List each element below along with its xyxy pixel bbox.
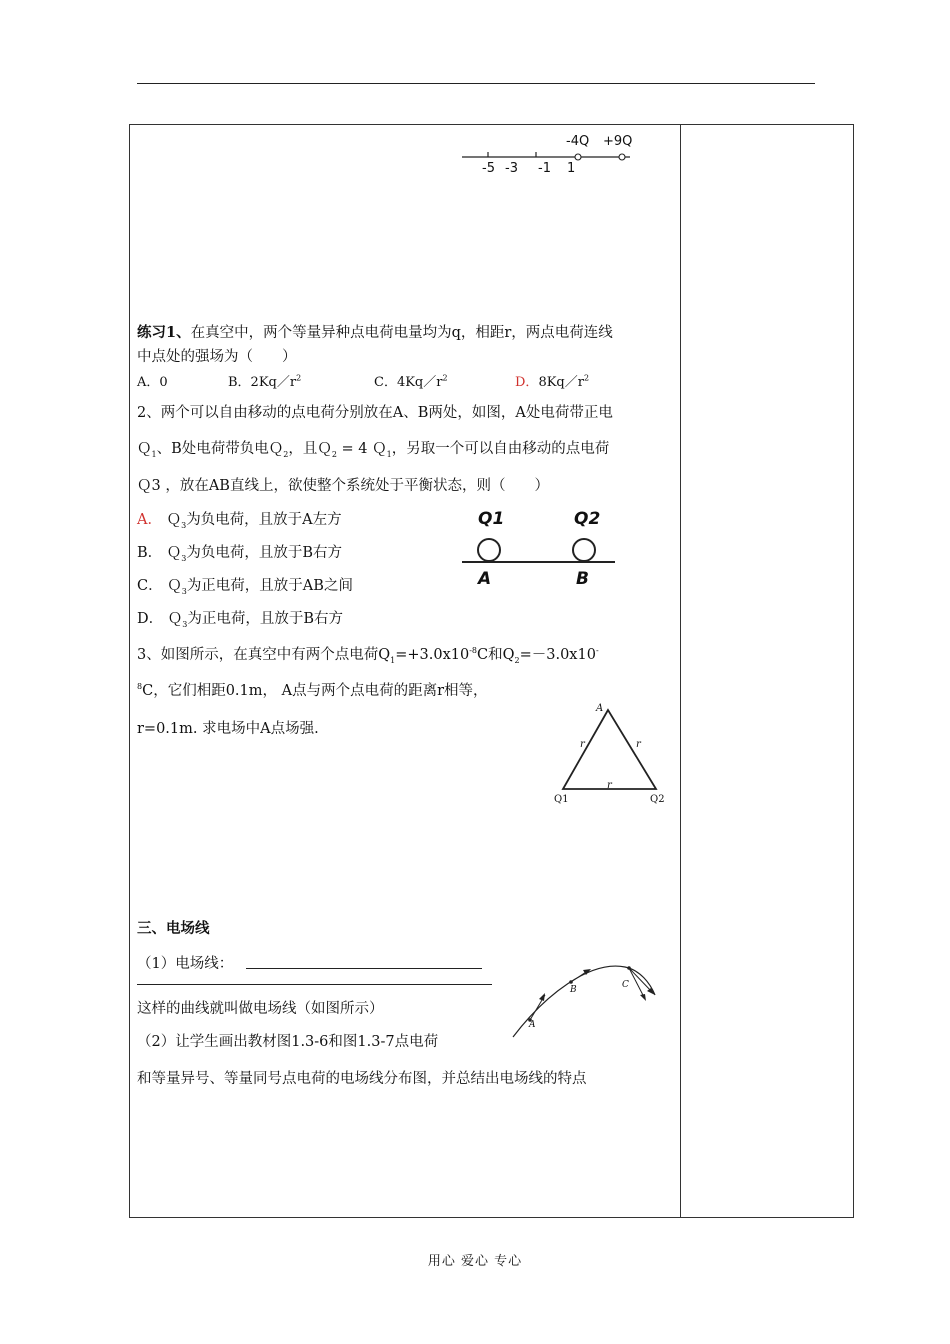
exercise-1-option-d: D．$8Kq/r^2$ xyxy=(515,373,590,390)
exercise-3-line-3: r=0.1m. 求电场中A点场强. xyxy=(137,721,319,737)
tick-label: 1 xyxy=(567,161,576,176)
exercise-2-line-1: 2、两个可以自由移动的点电荷分别放在A、B两处，如图，A处电荷带正电 xyxy=(137,405,613,421)
exercise-1-option-b: B．$2Kq/r^2$ xyxy=(228,373,302,390)
exercise-2-option-c: C． Ｑ$_3$为正电荷，且放于AB之间 xyxy=(137,578,353,596)
field-point-c: C xyxy=(622,980,629,990)
tick-label: -5 xyxy=(482,161,495,176)
fill-in-blank-line xyxy=(137,984,492,985)
lesson-table xyxy=(129,124,854,1218)
exercise-1-line-1: 练习1、在真空中，两个等量异种点电荷电量均为q，相距r，两点电荷连线 xyxy=(137,324,613,341)
section-3-item-1-tail: 这样的曲线就叫做电场线（如图所示） xyxy=(137,1001,384,1017)
exercise-1-option-c: C．$4Kq/r^2$ xyxy=(374,373,448,390)
exercise-3-line-1: 3、如图所示，在真空中有两个点电荷$Q_1=+3.0x10^{-8}C$和$Q_2=-3.0x10^-$ xyxy=(137,646,599,665)
section-3-item-2-line-1: （2）让学生画出教材图1.3-6和图1.3-7点电荷 xyxy=(137,1034,439,1050)
tick-label: -3 xyxy=(505,161,518,176)
triangle-side-r-bottom: r xyxy=(607,780,612,791)
exercise-1-option-a: A．0 xyxy=(137,375,168,390)
triangle-vertex-a: A xyxy=(596,703,604,714)
tick-label: -1 xyxy=(538,161,551,176)
fig-label-q2: Q2 xyxy=(574,509,601,529)
charge-plus-9q: +9Q xyxy=(603,134,633,149)
charge-minus-4q: -4Q xyxy=(566,134,590,149)
fill-in-blank-line xyxy=(246,968,482,969)
exercise-2-option-a: A． Ｑ$_3$为负电荷，且放于A左方 xyxy=(137,512,342,530)
fig-label-a: A xyxy=(478,569,492,589)
section-3-item-2-line-2: 和等量异号、等量同号点电荷的电场线分布图，并总结出电场线的特点 xyxy=(137,1071,587,1087)
section-3-heading: 三、电场线 xyxy=(137,920,210,937)
fig-label-b: B xyxy=(576,569,589,589)
exercise-1-title: 练习1、 xyxy=(137,324,191,341)
exercise-2-option-b: B． Ｑ$_3$为负电荷，且放于B右方 xyxy=(137,545,343,563)
field-point-a: A xyxy=(529,1020,536,1030)
section-3-item-1: （1）电场线： xyxy=(137,956,234,972)
exercise-2-line-3: Ｑ3 ，放在AB直线上，欲使整个系统处于平衡状态，则（ ） xyxy=(137,478,549,494)
triangle-vertex-q2: Q2 xyxy=(650,794,665,805)
page-footer: 用心 爱心 专心 xyxy=(427,1254,523,1269)
triangle-side-r-right: r xyxy=(636,739,641,750)
triangle-vertex-q1: Q1 xyxy=(554,794,569,805)
header-rule xyxy=(137,83,815,84)
fig-label-q1: Q1 xyxy=(478,509,505,529)
field-point-b: B xyxy=(570,985,577,995)
exercise-2-line-2: Ｑ$_1$、B处电荷带负电Ｑ$_2$，且Ｑ$_2$ = 4 Ｑ$_1$，另取一个可以自由移动的点电荷 xyxy=(137,441,610,459)
exercise-2-option-d: D． Ｑ$_3$为正电荷，且放于B右方 xyxy=(137,611,343,629)
exercise-3-line-2: $^8$C，它们相距0.1m， A点与两个点电荷的距离r相等， xyxy=(137,682,488,699)
triangle-side-r-left: r xyxy=(580,739,585,750)
table-column-divider xyxy=(680,124,681,1218)
exercise-1-line-2: 中点处的强场为（ ） xyxy=(137,349,297,365)
